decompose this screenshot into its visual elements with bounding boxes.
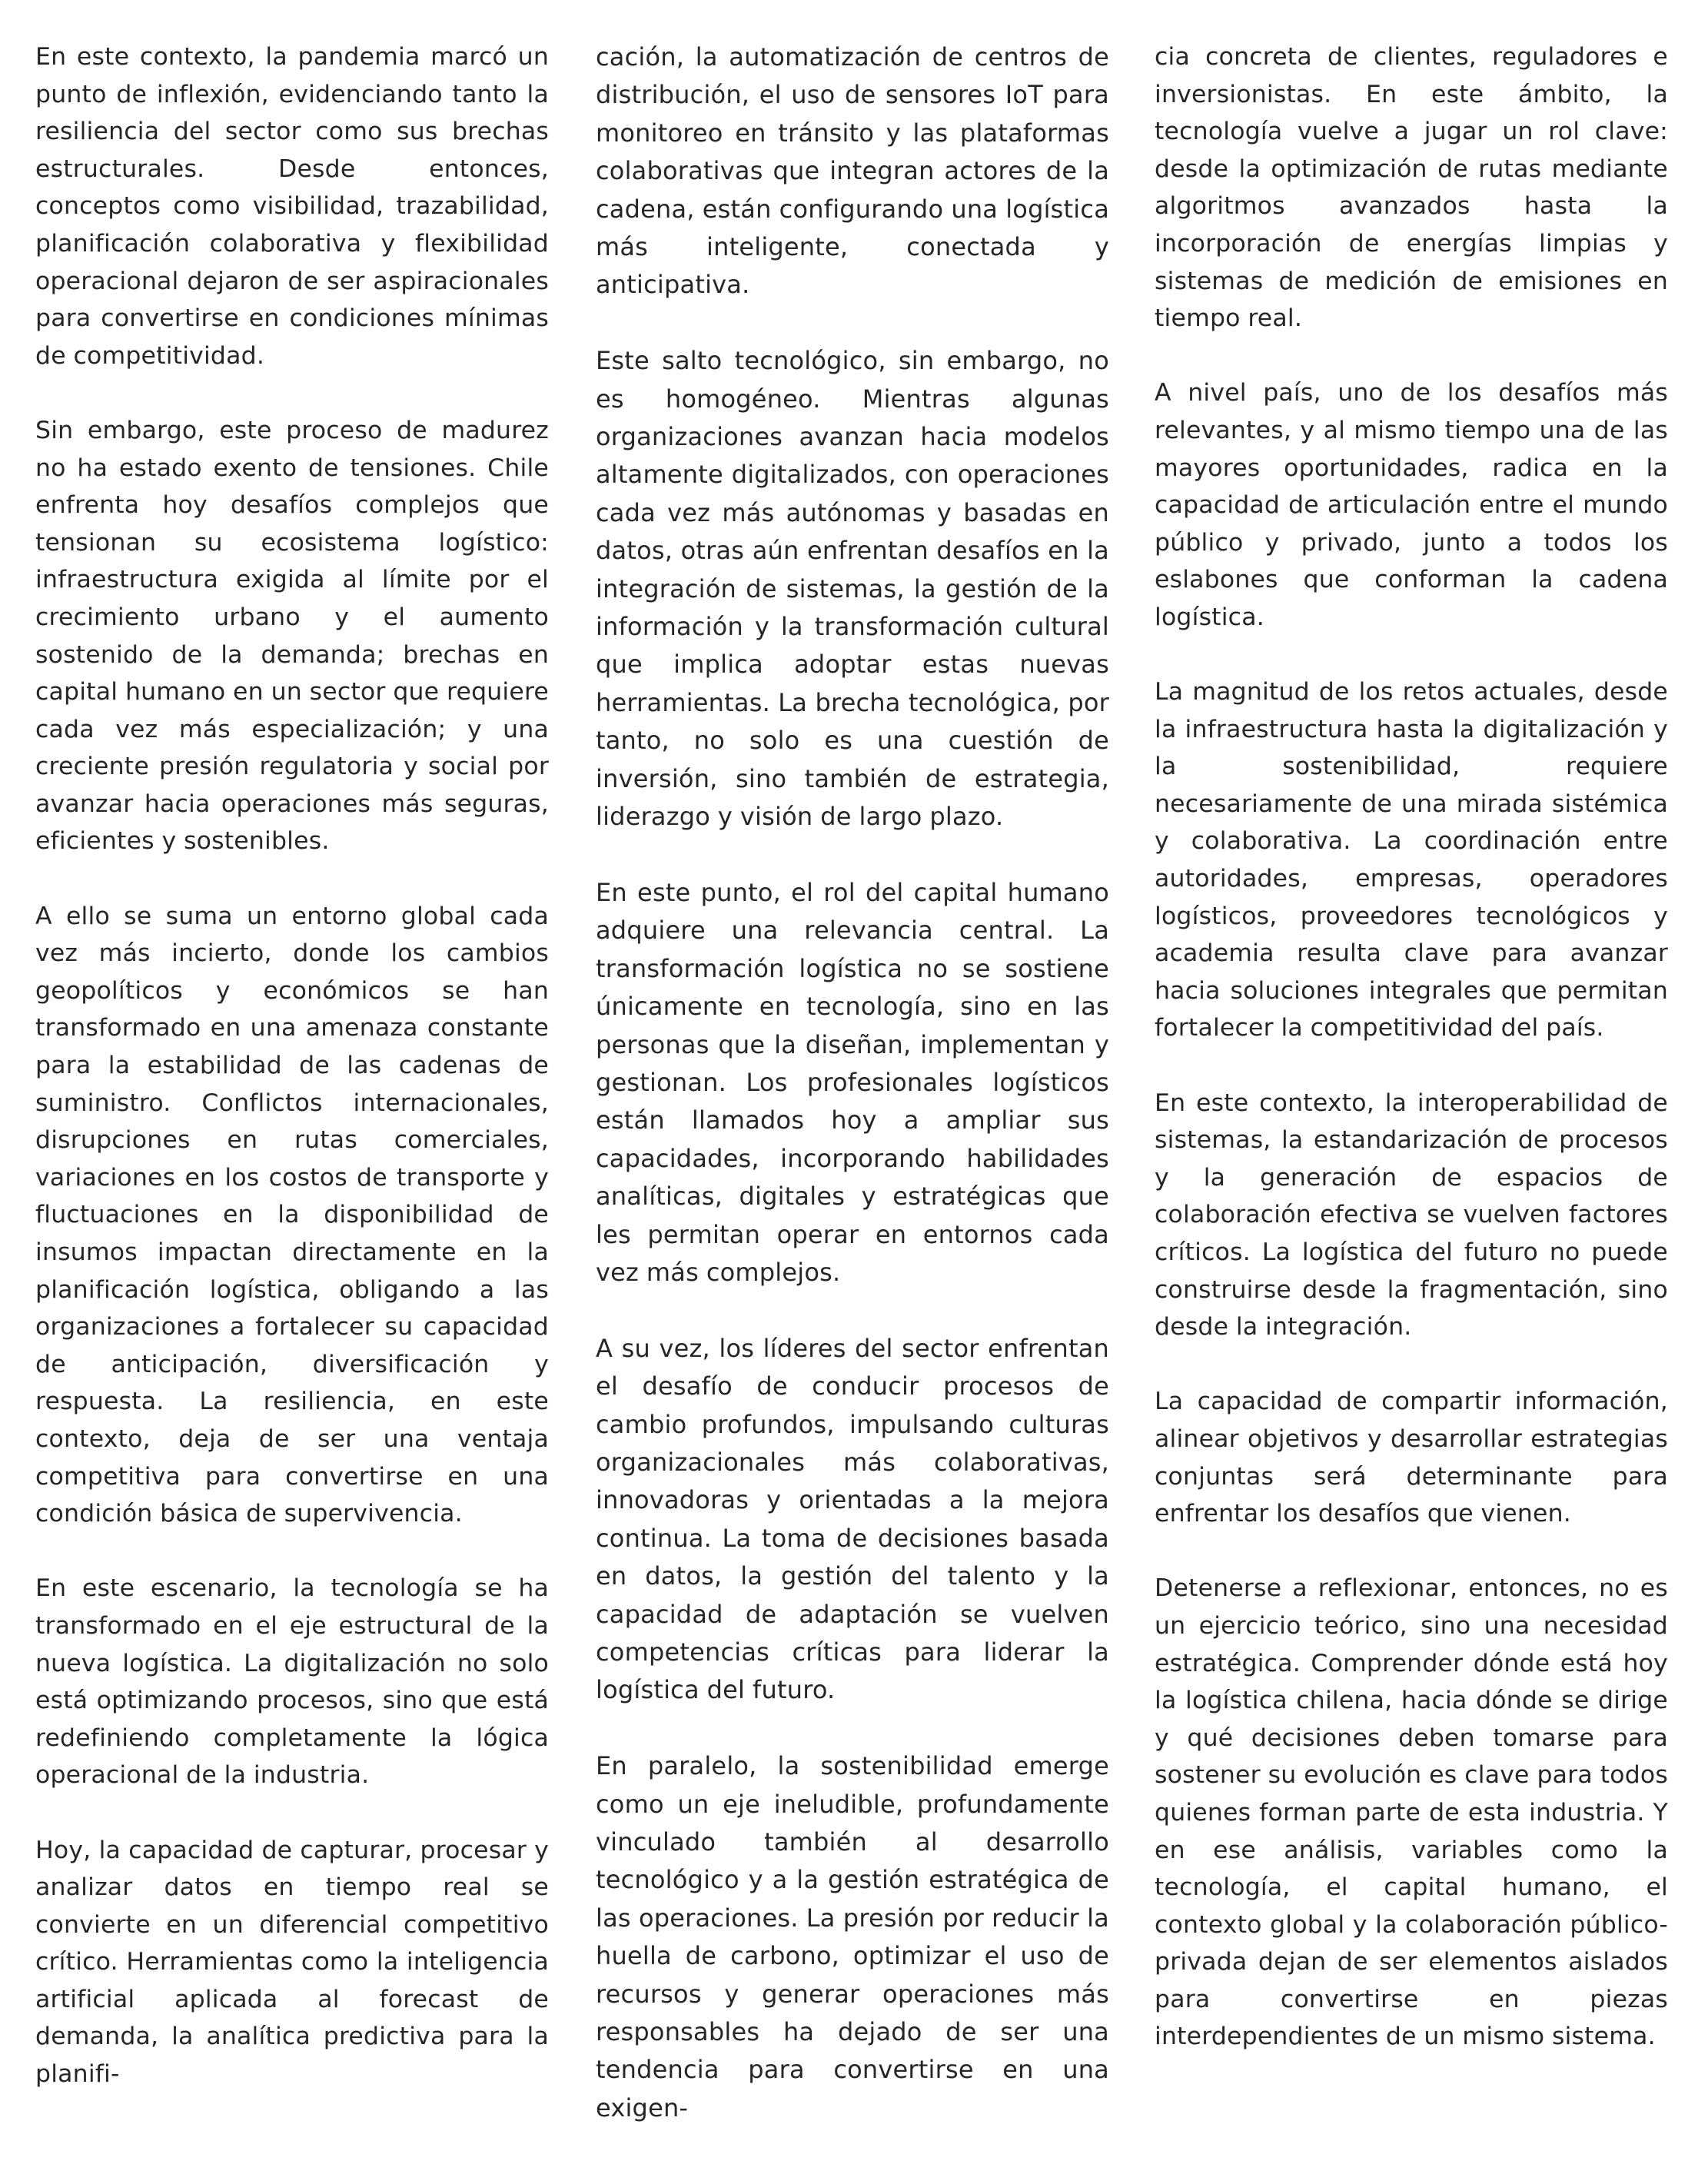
paragraph: cación, la automatización de centros de distribución, el uso de sensores IoT para monitoreo en tránsito y las plataformas colaborativas que integran actores de la cadena, están configurando una logística más inteligente, conectada y anticipativa. (596, 42, 1109, 300)
paragraph: La magnitud de los retos actuales, desde la infraestructura hasta la digitalización y la sostenibilidad, requiere necesariamente de una mirada sistémica y colaborativa. La coordinación entre autoridades, empresas, operadores logísticos, proveedores tecnológicos y academia resulta clave para avanzar hacia soluciones integrales que permitan fortalecer la competitividad del país. (1155, 678, 1668, 1042)
paragraph: A su vez, los líderes del sector enfrentan el desafío de conducir procesos de cambio profundos, impulsando culturas organizacionales más colaborativas, innovadoras y orientadas a la mejora continua. La toma de decisiones basada en datos, la gestión del talento y la capacidad de adaptación se vuelven competencias críticas para liderar la logística del futuro. (596, 1333, 1109, 1705)
paragraph: Detenerse a reflexionar, entonces, no es un ejercicio teórico, sino una necesidad estratégica. Comprender dónde está hoy la logística chilena, hacia dónde se dirige y qué decisiones deben tomarse para sostener su evolución es clave para todos quienes forman parte de esta industria. Y en ese análisis, variables como la tecnología, el capital humano, el contexto global y la colaboración público-privada dejan de ser elementos aislados para convertirse en piezas interdependientes de un mismo sistema. (1155, 1574, 1668, 2051)
paragraph: En este contexto, la interoperabilidad de sistemas, la estandarización de procesos y la generación de espacios de colaboración efectiva se vuelven factores críticos. La logística del futuro no puede construirse desde la fragmentación, sino desde la integración. (1155, 1089, 1668, 1341)
paragraph: Este salto tecnológico, sin embargo, no es homogéneo. Mientras algunas organizaciones avanzan hacia modelos altamente digitalizados, con operaciones cada vez más autónomas y basadas en datos, otras aún enfrentan desafíos en la integración de sistemas, la gestión de la información y la transformación cultural que implica adoptar estas nuevas herramientas. La brecha tecnológica, por tanto, no solo es una cuestión de inversión, sino también de estrategia, liderazgo y visión de largo plazo. (596, 346, 1109, 832)
paragraph: cia concreta de clientes, reguladores e inversionistas. En este ámbito, la tecnología vuelve a jugar un rol clave: desde la optimización de rutas mediante algoritmos avanzados hasta la incorporación de energías limpias y sistemas de medición de emisiones en tiempo real. (1155, 43, 1668, 333)
paragraph: A ello se suma un entorno global cada vez más incierto, donde los cambios geopolíticos y económicos se han transformado en una amenaza constante para la estabilidad de las cadenas de suministro. Conflictos internacionales, disrupciones en rutas comerciales, variaciones en los costos de transporte y fluctuaciones en la disponibilidad de insumos impactan directamente en la planificación logística, obligando a las organizaciones a fortalecer su capacidad de anticipación, diversificación y respuesta. La resiliencia, en este contexto, deja de ser una ventaja competitiva para convertirse en una condición básica de supervivencia. (35, 902, 549, 1528)
paragraph: En paralelo, la sostenibilidad emerge como un eje ineludible, profundamente vinculado también al desarrollo tecnológico y a la gestión estratégica de las operaciones. La presión por reducir la huella de carbono, optimizar el uso de recursos y generar operaciones más responsables ha dejado de ser una tendencia para convertirse en una exigen- (596, 1751, 1109, 2122)
paragraph: En este contexto, la pandemia marcó un punto de inflexión, evidenciando tanto la resiliencia del sector como sus brechas estructurales. Desde entonces, conceptos como visibilidad, trazabilidad, planificación colaborativa y flexibilidad operacional dejaron de ser aspiracionales para convertirse en condiciones mínimas de competitividad. (35, 43, 549, 370)
paragraph: En este punto, el rol del capital humano adquiere una relevancia central. La transformación logística no se sostiene únicamente en tecnología, sino en las personas que la diseñan, implementan y gestionan. Los profesionales logísticos están llamados hoy a ampliar sus capacidades, incorporando habilidades analíticas, digitales y estratégicas que les permitan operar en entornos cada vez más complejos. (596, 877, 1109, 1287)
paragraph: A nivel país, uno de los desafíos más relevantes, y al mismo tiempo una de las mayores oportunidades, radica en la capacidad de articulación entre el mundo público y privado, junto a todos los eslabones que conforman la cadena logística. (1155, 379, 1668, 631)
text-column-3 (1155, 38, 1668, 2145)
paragraph: La capacidad de compartir información, alinear objetivos y desarrollar estrategias conjuntas será determinante para enfrentar los desafíos que vienen. (1155, 1388, 1668, 1528)
paragraph: En este escenario, la tecnología se ha transformado en el eje estructural de la nueva logística. La digitalización no solo está optimizando procesos, sino que está redefiniendo completamente la lógica operacional de la industria. (35, 1574, 549, 1790)
paragraph: Sin embargo, este proceso de madurez no ha estado exento de tensiones. Chile enfrenta hoy desafíos complejos que tensionan su ecosistema logístico: infraestructura exigida al límite por el crecimiento urbano y el aumento sostenido de la demanda; brechas en capital humano en un sector que requiere cada vez más especialización; y una creciente presión regulatoria y social por avanzar hacia operaciones más seguras, eficientes y sostenibles. (35, 416, 549, 856)
text-column-2 (596, 38, 1109, 2145)
text-column-1 (35, 38, 549, 2145)
paragraph: Hoy, la capacidad de capturar, procesar y analizar datos en tiempo real se convierte en un diferencial competitivo crítico. Herramientas como la inteligencia artificial aplicada al forecast de demanda, la analítica predictiva para la planifi- (35, 1836, 549, 2089)
